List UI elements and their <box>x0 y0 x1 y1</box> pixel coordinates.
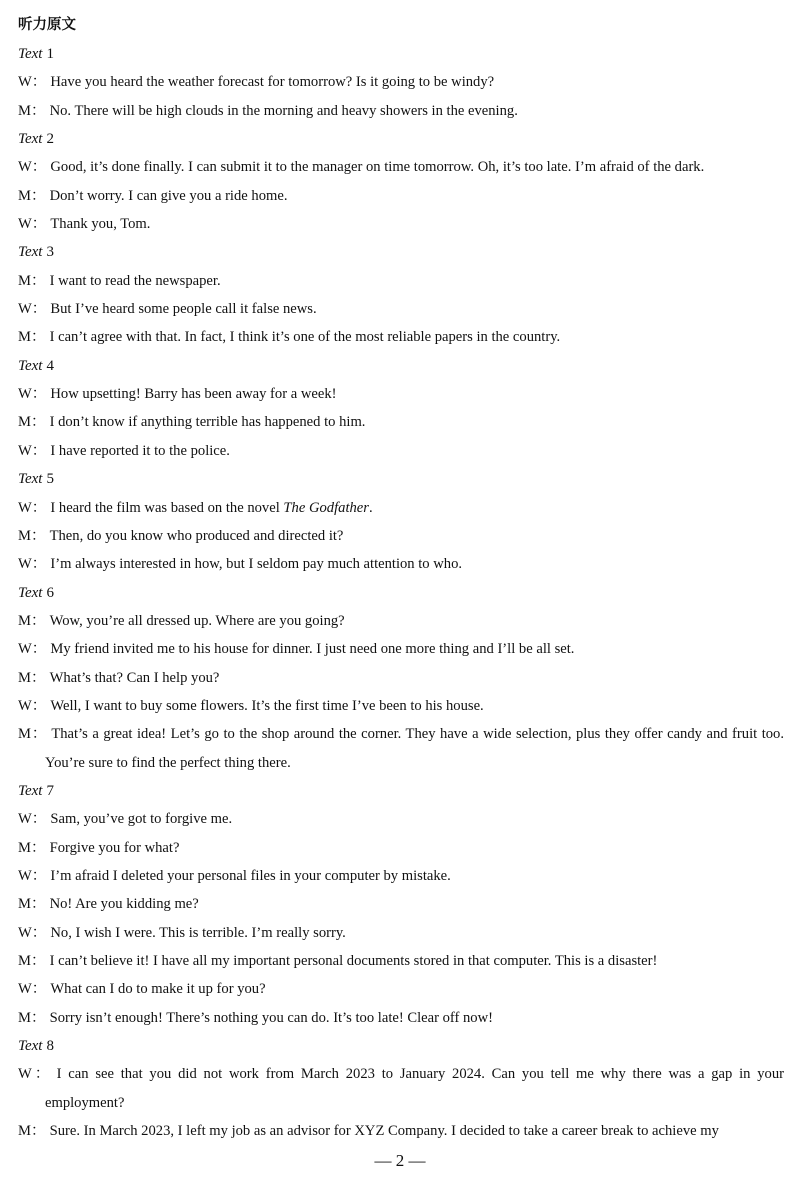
line-text: But I’ve heard some people call it false news. <box>50 301 317 318</box>
dialogue-line <box>18 919 784 947</box>
line-text: I can’t believe it! I have all my important personal documents stored in that computer. This is a disaster! <box>49 953 658 969</box>
speaker-label: M <box>18 953 31 969</box>
speaker-label: W <box>18 442 32 459</box>
speaker-colon: ： <box>30 1009 46 1026</box>
text-section-label <box>18 40 784 68</box>
speaker-colon: ： <box>30 839 46 856</box>
speaker-colon: ： <box>30 527 46 544</box>
line-text: Have you heard the weather forecast for tomorrow? Is it going to be windy? <box>50 74 495 91</box>
speaker-colon: ： <box>31 159 47 176</box>
text-label-word: Text <box>18 244 43 261</box>
line-text: How upsetting! Barry has been away for a week! <box>50 386 337 403</box>
speaker-label: M <box>18 612 31 629</box>
dialogue-line <box>18 522 784 550</box>
speaker-label: M <box>18 414 31 431</box>
speaker-label: W <box>18 697 32 714</box>
text-label-number: 8 <box>46 1038 54 1055</box>
text-label-word: Text <box>18 46 43 62</box>
speaker-label: W <box>18 159 32 176</box>
speaker-colon: ： <box>31 301 47 318</box>
speaker-colon: ： <box>31 641 47 658</box>
speaker-colon: ： <box>31 386 47 403</box>
line-text: That’s a great idea! Let’s go to the shop around the corner. They have a wide selection, plus they offer candy and fruit too. You’re sure to find the perfect thing there. <box>45 726 784 771</box>
dialogue-line <box>18 68 784 96</box>
dialogue-line <box>18 805 784 833</box>
speaker-colon: ： <box>31 74 47 91</box>
line-text: Forgive you for what? <box>49 839 180 856</box>
text-label-number: 1 <box>46 46 54 62</box>
dialogue-line <box>18 267 784 295</box>
line-text: Thank you, Tom. <box>50 216 151 233</box>
speaker-colon: ： <box>31 811 47 828</box>
speaker-label: M <box>18 527 31 544</box>
line-text: What’s that? Can I help you? <box>49 669 220 686</box>
dialogue-line <box>18 834 784 862</box>
speaker-colon: ： <box>30 896 46 913</box>
speaker-label: W <box>18 301 32 318</box>
speaker-colon: ： <box>31 556 47 573</box>
text-label-number: 6 <box>46 584 54 601</box>
dialogue-line <box>18 1060 784 1117</box>
line-text: I can see that you did not work from March 2023 to January 2024. Can you tell me why there was a gap in your employment? <box>45 1066 784 1111</box>
text-label-number: 4 <box>46 357 54 374</box>
speaker-label: W <box>18 386 32 403</box>
dialogue-line <box>18 97 784 125</box>
dialogue-line <box>18 890 784 918</box>
dialogue-line <box>18 947 784 975</box>
speaker-label: W <box>18 216 32 233</box>
speaker-label: W <box>18 811 32 828</box>
dialogue-line <box>18 182 784 210</box>
text-section-label <box>18 777 784 805</box>
speaker-label: M <box>18 839 31 856</box>
text-label-number: 7 <box>46 782 54 799</box>
dialogue-line <box>18 323 784 351</box>
line-text-tail: . <box>368 499 373 516</box>
dialogue-line <box>18 380 784 408</box>
speaker-label: M <box>18 187 31 204</box>
italic-title: The Godfather <box>283 499 369 516</box>
line-text: Then, do you know who produced and directed it? <box>49 527 344 544</box>
line-text: No, I wish I were. This is terrible. I’m really sorry. <box>50 924 346 941</box>
dialogue-line <box>18 210 784 238</box>
speaker-colon: ： <box>31 924 47 941</box>
speaker-colon: ： <box>31 499 47 516</box>
line-text: Sorry isn’t enough! There’s nothing you can do. It’s too late! Clear off now! <box>49 1009 493 1026</box>
text-section-label <box>18 352 784 380</box>
speaker-colon: ： <box>30 726 48 743</box>
speaker-label: W <box>18 556 32 573</box>
dialogue-line <box>18 550 784 578</box>
transcript <box>18 40 784 1145</box>
line-text: I have reported it to the police. <box>50 442 230 459</box>
dialogue-line <box>18 862 784 890</box>
speaker-label: W <box>18 641 32 658</box>
text-label-word: Text <box>18 471 43 488</box>
speaker-label: M <box>18 102 31 119</box>
speaker-colon: ： <box>30 329 46 346</box>
line-text: I can’t agree with that. In fact, I think it’s one of the most reliable papers in the country. <box>49 329 561 346</box>
speaker-colon: ： <box>30 102 46 119</box>
speaker-colon: ： <box>31 697 47 714</box>
speaker-label: W <box>18 1066 32 1083</box>
dialogue-line <box>18 408 784 436</box>
speaker-label: W <box>18 981 32 998</box>
speaker-colon: ： <box>30 187 46 204</box>
speaker-label: W <box>18 74 32 91</box>
line-text: No. There will be high clouds in the morning and heavy showers in the evening. <box>49 102 518 119</box>
speaker-colon: ： <box>31 216 47 233</box>
line-text: No! Are you kidding me? <box>49 896 199 913</box>
text-section-label <box>18 465 784 493</box>
dialogue-line <box>18 720 784 777</box>
page-number: — 2 — <box>374 1151 426 1170</box>
text-section-label <box>18 125 784 153</box>
line-text: Sam, you’ve got to forgive me. <box>50 811 233 828</box>
document-page <box>18 10 784 1145</box>
speaker-label: M <box>18 1009 31 1026</box>
dialogue-line <box>18 1117 784 1145</box>
dialogue-line <box>18 153 784 181</box>
dialogue-line <box>18 494 784 522</box>
speaker-colon: ： <box>30 1123 46 1140</box>
text-label-number: 2 <box>46 131 54 148</box>
speaker-colon: ： <box>31 867 47 884</box>
speaker-label: M <box>18 272 31 289</box>
speaker-label: M <box>18 329 31 346</box>
line-text: Don’t worry. I can give you a ride home. <box>49 187 288 204</box>
dialogue-line <box>18 664 784 692</box>
text-label-word: Text <box>18 357 43 374</box>
line-text: My friend invited me to his house for dinner. I just need one more thing and I’ll be all set. <box>50 641 575 658</box>
speaker-label: W <box>18 867 32 884</box>
speaker-colon: ： <box>30 953 46 969</box>
line-text: I’m always interested in how, but I seldom pay much attention to who. <box>50 556 463 573</box>
dialogue-line <box>18 635 784 663</box>
text-section-label <box>18 1032 784 1060</box>
line-text: What can I do to make it up for you? <box>50 981 266 998</box>
speaker-label: W <box>18 924 32 941</box>
speaker-colon: ： <box>30 669 46 686</box>
speaker-colon: ： <box>31 1066 53 1083</box>
speaker-colon: ： <box>30 272 46 289</box>
speaker-label: M <box>18 1123 31 1140</box>
document-heading: 听力原文 <box>18 17 76 33</box>
dialogue-line <box>18 295 784 323</box>
line-text: I don’t know if anything terrible has happened to him. <box>49 414 366 431</box>
dialogue-line <box>18 607 784 635</box>
dialogue-line <box>18 1004 784 1032</box>
speaker-label: M <box>18 669 31 686</box>
text-section-label <box>18 579 784 607</box>
text-label-number: 3 <box>46 244 54 261</box>
speaker-colon: ： <box>31 981 47 998</box>
line-text: Good, it’s done finally. I can submit it to the manager on time tomorrow. Oh, it’s too late. I’m afraid of the dark. <box>50 159 705 176</box>
speaker-label: M <box>18 726 31 743</box>
dialogue-line <box>18 692 784 720</box>
speaker-colon: ： <box>30 612 46 629</box>
speaker-colon: ： <box>30 414 46 431</box>
text-label-word: Text <box>18 584 43 601</box>
text-label-number: 5 <box>46 471 54 488</box>
line-text: Sure. In March 2023, I left my job as an advisor for XYZ Company. I decided to take a career break to achieve my <box>49 1123 719 1140</box>
text-label-word: Text <box>18 782 43 799</box>
text-section-label <box>18 238 784 266</box>
line-text: I want to read the newspaper. <box>49 272 221 289</box>
line-text: Wow, you’re all dressed up. Where are you going? <box>49 612 345 629</box>
speaker-label: W <box>18 499 32 516</box>
line-text: I heard the film was based on the novel <box>50 499 284 516</box>
line-text: Well, I want to buy some flowers. It’s the first time I’ve been to his house. <box>50 697 484 714</box>
speaker-colon: ： <box>31 442 47 459</box>
text-label-word: Text <box>18 131 43 148</box>
speaker-label: M <box>18 896 31 913</box>
dialogue-line <box>18 437 784 465</box>
text-label-word: Text <box>18 1038 43 1055</box>
dialogue-line <box>18 975 784 1003</box>
line-text: I’m afraid I deleted your personal files in your computer by mistake. <box>50 867 451 884</box>
